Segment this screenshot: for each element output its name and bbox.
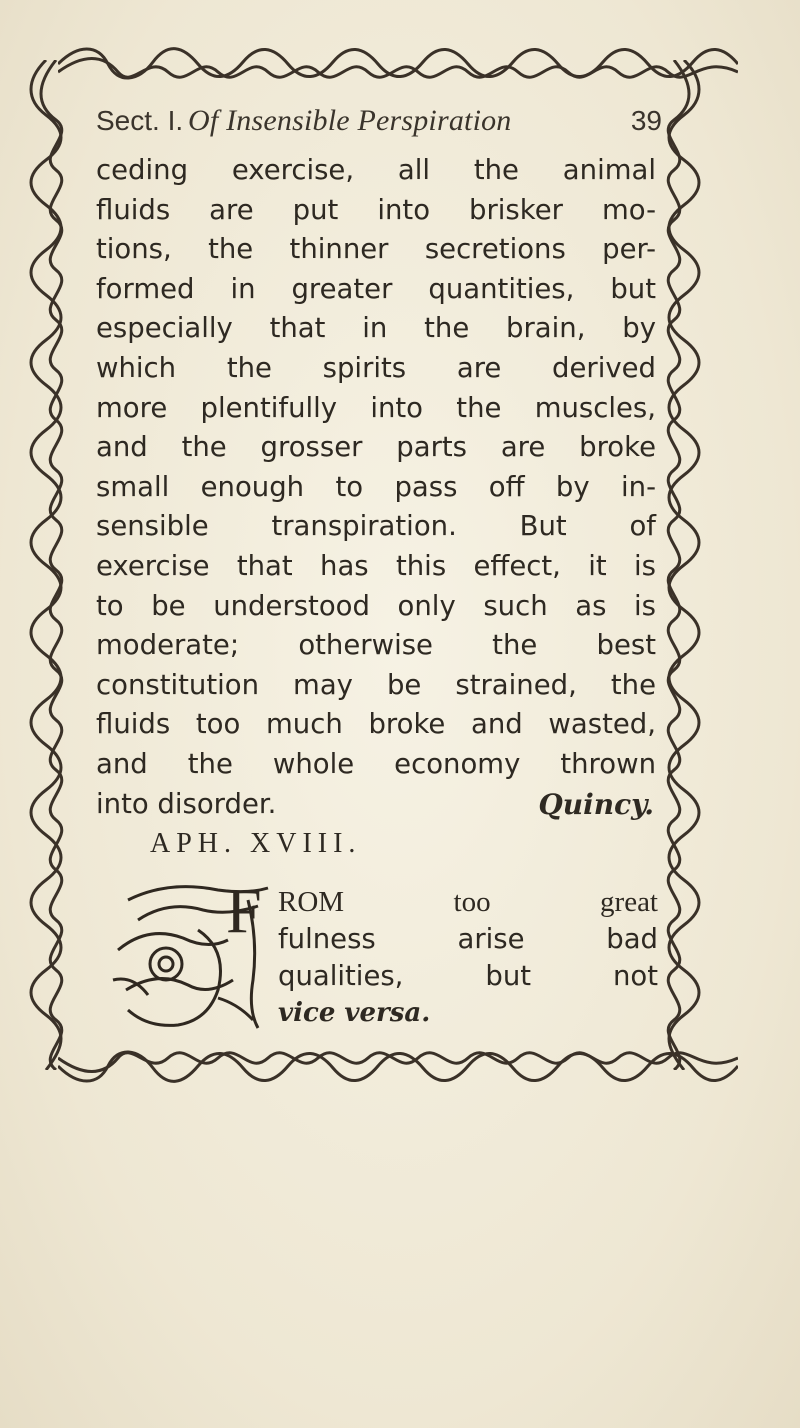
author-attribution: Quincy. bbox=[538, 787, 654, 821]
chapter-title: Of Insensible Perspiration bbox=[188, 104, 512, 137]
text-line: constitution may be strained, the bbox=[96, 668, 656, 701]
text-line: exercise that has this effect, it is bbox=[96, 549, 656, 582]
text-line: especially that in the brain, by bbox=[96, 312, 656, 345]
ornament-border-left bbox=[22, 60, 70, 1070]
text-line: to be understood only such as is bbox=[96, 589, 656, 622]
text-line: fluids are put into brisker mo- bbox=[96, 193, 656, 226]
attribution-line bbox=[96, 785, 656, 825]
text-line: fulness arise bad bbox=[278, 923, 658, 955]
italic-phrase: vice versa. bbox=[278, 998, 431, 1028]
page-number: 39 bbox=[630, 105, 662, 136]
text-line: ceding exercise, all the animal bbox=[96, 154, 656, 186]
text-line: and the whole economy thrown bbox=[96, 747, 656, 780]
text-line: formed in greater quantities, but bbox=[96, 272, 656, 305]
ornament-border-top bbox=[58, 44, 738, 82]
text-line: fluids too much broke and wasted, bbox=[96, 708, 656, 741]
text-line: which the spirits are derived bbox=[96, 351, 656, 384]
aphorism-heading: APH. XVIII. bbox=[150, 828, 362, 859]
initial-letter: F bbox=[226, 880, 262, 946]
text-line: moderate; otherwise the best bbox=[96, 629, 656, 662]
section-label: Sect. I. bbox=[96, 105, 184, 136]
ornament-border-bottom bbox=[58, 1048, 738, 1086]
running-head bbox=[96, 98, 662, 144]
ornament-border-right bbox=[660, 60, 708, 1070]
text-line: ROM too great bbox=[278, 886, 658, 918]
text-line: sensible transpiration. But of bbox=[96, 510, 656, 543]
text-line: tions, the thinner secretions per- bbox=[96, 233, 656, 266]
text-line: qualities, but not bbox=[278, 960, 658, 992]
text-line: and the grosser parts are broke bbox=[96, 431, 656, 464]
decorated-initial bbox=[108, 880, 276, 1030]
aphorism-text bbox=[278, 884, 658, 1032]
text-line: into disorder. bbox=[96, 787, 277, 820]
text-line: more plentifully into the muscles, bbox=[96, 391, 656, 424]
text-line: small enough to pass off by in- bbox=[96, 470, 656, 503]
body-paragraph bbox=[96, 151, 656, 824]
